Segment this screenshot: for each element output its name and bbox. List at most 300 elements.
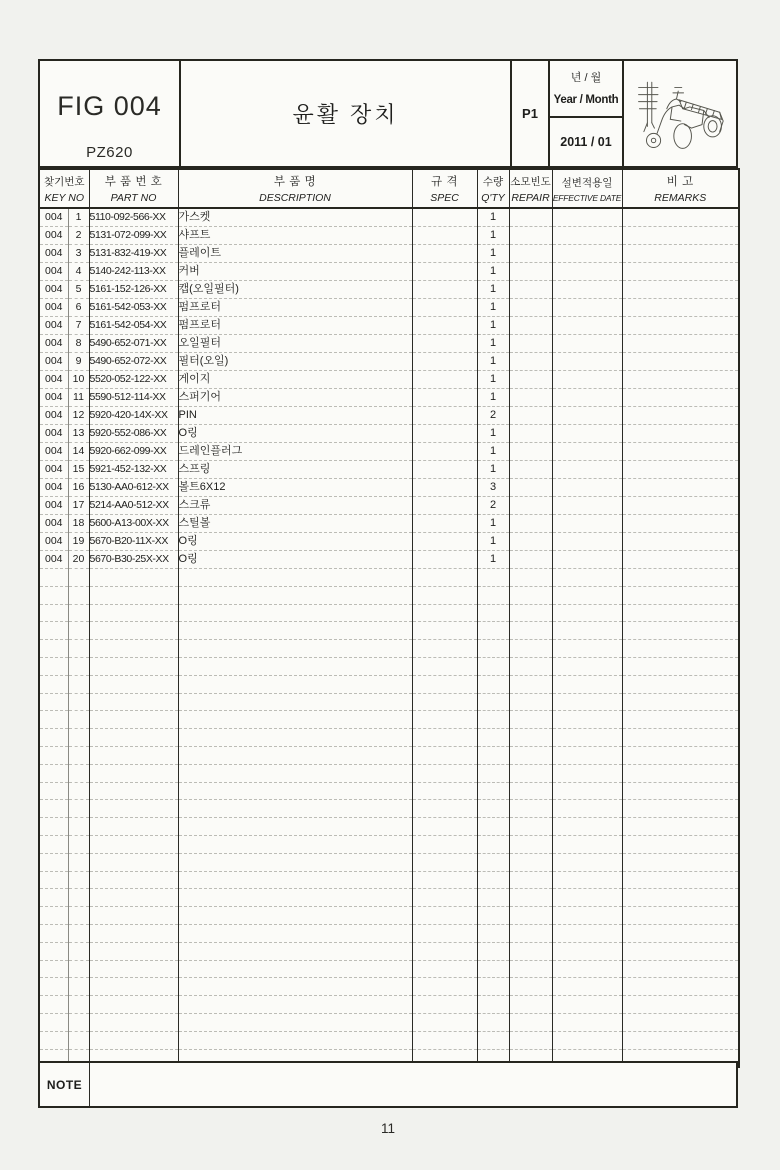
table-row-empty [39,818,739,836]
cell-effective [552,978,622,996]
cell-qty [477,889,509,907]
cell-fig [39,818,68,836]
cell-remarks [622,425,739,443]
cell-key: 19 [68,533,89,551]
cell-repair [509,622,552,640]
cell-remarks [622,533,739,551]
cell-remarks [622,479,739,497]
cell-key [68,782,89,800]
cell-qty: 1 [477,533,509,551]
col-header-remarks-ko: 비 고 [666,176,694,188]
cell-key [68,960,89,978]
col-header-description-en: DESCRIPTION [259,192,331,204]
cell-fig: 004 [39,281,68,299]
cell-part: 5520-052-122-XX [89,371,178,389]
cell-fig [39,800,68,818]
cell-effective [552,227,622,245]
cell-repair [509,425,552,443]
cell-effective [552,497,622,515]
col-header-effective-date-ko: 설변적용일 [561,176,613,189]
cell-qty [477,1013,509,1031]
cell-fig: 004 [39,317,68,335]
cell-remarks [622,281,739,299]
cell-desc: 샤프트 [178,227,412,245]
machine-illustration-cell [624,61,736,166]
cell-effective [552,479,622,497]
cell-spec [412,389,477,407]
year-month-value-cell [550,118,622,166]
cell-effective [552,960,622,978]
col-header-repair-en: REPAIR [511,191,550,204]
cell-fig [39,1013,68,1031]
cell-key [68,711,89,729]
cell-part [89,693,178,711]
table-row-empty [39,835,739,853]
cell-desc: 스프링 [178,461,412,479]
cell-spec [412,461,477,479]
cell-spec [412,425,477,443]
cell-spec [412,1013,477,1031]
cell-key: 3 [68,245,89,263]
cell-qty [477,764,509,782]
cell-desc [178,746,412,764]
cell-part: 5600-A13-00X-XX [89,515,178,533]
table-row [39,208,739,227]
cell-qty [477,711,509,729]
note-label: NOTE [40,1063,90,1106]
cell-qty [477,853,509,871]
table-row [39,533,739,551]
cell-spec [412,622,477,640]
cell-repair [509,978,552,996]
cell-desc: 드레인플러그 [178,443,412,461]
cell-spec [412,640,477,658]
cell-repair [509,353,552,371]
table-row [39,407,739,425]
cell-remarks [622,353,739,371]
cell-fig: 004 [39,497,68,515]
col-header-key-no-ko: 찾기번호 [43,175,85,188]
table-row [39,515,739,533]
cell-desc [178,675,412,693]
cell-fig: 004 [39,245,68,263]
cell-repair [509,693,552,711]
cell-key: 5 [68,281,89,299]
cell-spec [412,871,477,889]
col-header-description-ko: 부 품 명 [273,176,317,188]
cell-key [68,853,89,871]
col-header-description [178,169,412,208]
cell-repair [509,871,552,889]
cell-repair [509,515,552,533]
cell-desc [178,604,412,622]
cell-qty [477,1031,509,1049]
cell-qty [477,800,509,818]
cell-spec [412,1031,477,1049]
cell-repair [509,729,552,747]
cell-effective [552,461,622,479]
cell-qty [477,960,509,978]
figure-title: 윤활 장치 [292,102,399,127]
cell-desc [178,978,412,996]
cell-desc: 필터(오일) [178,353,412,371]
cell-spec [412,533,477,551]
cell-effective [552,586,622,604]
cell-key: 16 [68,479,89,497]
cell-key [68,622,89,640]
cell-fig [39,1031,68,1049]
cell-repair [509,443,552,461]
cell-spec [412,675,477,693]
cell-remarks [622,443,739,461]
cell-qty: 1 [477,208,509,227]
cell-part [89,711,178,729]
table-row-empty [39,693,739,711]
cell-fig: 004 [39,371,68,389]
cell-effective [552,263,622,281]
cell-part: 5214-AA0-512-XX [89,497,178,515]
cell-remarks [622,515,739,533]
cell-remarks [622,889,739,907]
cell-fig [39,657,68,675]
cell-fig [39,764,68,782]
cell-qty [477,835,509,853]
cell-repair [509,889,552,907]
cell-fig: 004 [39,389,68,407]
cell-desc [178,996,412,1014]
cell-qty [477,924,509,942]
cell-key: 6 [68,299,89,317]
cell-key [68,942,89,960]
cell-effective [552,1031,622,1049]
model-code: PZ620 [86,144,133,161]
cell-repair [509,586,552,604]
cell-effective [552,835,622,853]
cell-effective [552,371,622,389]
cell-desc [178,871,412,889]
cell-repair [509,1013,552,1031]
cell-desc [178,640,412,658]
cell-repair [509,407,552,425]
cell-part [89,1031,178,1049]
cell-fig [39,746,68,764]
cell-fig: 004 [39,353,68,371]
cell-spec [412,800,477,818]
cell-desc [178,764,412,782]
table-row-empty [39,800,739,818]
cell-key [68,889,89,907]
col-header-part-no-en: PART NO [110,192,157,204]
cell-key: 18 [68,515,89,533]
cell-key [68,746,89,764]
cell-spec [412,515,477,533]
cell-repair [509,299,552,317]
cell-effective [552,425,622,443]
cell-repair [509,317,552,335]
table-row-empty [39,586,739,604]
cell-key: 11 [68,389,89,407]
cell-remarks [622,960,739,978]
cell-effective [552,924,622,942]
cell-part [89,1013,178,1031]
cell-effective [552,907,622,925]
cell-repair [509,657,552,675]
cell-repair [509,371,552,389]
cell-fig: 004 [39,533,68,551]
cell-part [89,675,178,693]
cell-spec [412,497,477,515]
cell-fig: 004 [39,208,68,227]
cell-effective [552,622,622,640]
col-header-spec [412,169,477,208]
cell-spec [412,907,477,925]
col-header-key-no [39,169,89,208]
cell-effective [552,299,622,317]
col-header-qty-ko: 수량 [482,175,504,188]
cell-key: 20 [68,551,89,569]
cell-repair [509,960,552,978]
cell-fig: 004 [39,335,68,353]
cell-qty [477,729,509,747]
cell-spec [412,818,477,836]
cell-qty: 2 [477,497,509,515]
table-row-empty [39,622,739,640]
cell-repair [509,782,552,800]
cell-remarks [622,551,739,569]
cell-key [68,764,89,782]
cell-desc: 커버 [178,263,412,281]
col-header-spec-ko: 규 격 [431,176,458,188]
cell-qty [477,907,509,925]
cell-key [68,978,89,996]
cell-spec [412,208,477,227]
cell-part [89,978,178,996]
cell-effective [552,657,622,675]
year-month-label-ko: 년 / 월 [570,72,602,84]
cell-spec [412,657,477,675]
cell-remarks [622,245,739,263]
cell-fig [39,942,68,960]
cell-desc [178,622,412,640]
cell-spec [412,711,477,729]
col-header-qty-en: Q'TY [481,191,505,204]
cell-effective [552,800,622,818]
cell-spec [412,263,477,281]
cell-part [89,729,178,747]
cell-effective [552,764,622,782]
cell-key: 10 [68,371,89,389]
cell-spec [412,551,477,569]
cell-part [89,746,178,764]
cell-repair [509,907,552,925]
cell-key [68,569,89,587]
cell-repair [509,497,552,515]
cell-desc [178,800,412,818]
cell-effective [552,551,622,569]
cell-effective [552,604,622,622]
page-header [38,59,738,168]
cell-part [89,907,178,925]
cell-fig [39,711,68,729]
cell-repair [509,533,552,551]
cell-key: 7 [68,317,89,335]
cell-repair [509,640,552,658]
cell-part: 5110-092-566-XX [89,208,178,227]
cell-remarks [622,407,739,425]
cell-key: 14 [68,443,89,461]
page-code-cell [512,61,550,166]
cell-spec [412,996,477,1014]
cell-key [68,835,89,853]
cell-spec [412,353,477,371]
figure-title-cell [181,61,512,166]
cell-desc [178,782,412,800]
cell-fig [39,978,68,996]
cell-part [89,853,178,871]
cell-fig: 004 [39,407,68,425]
cell-part: 5670-B30-25X-XX [89,551,178,569]
cell-part: 5131-832-419-XX [89,245,178,263]
cell-remarks [622,227,739,245]
cell-qty: 1 [477,245,509,263]
cell-effective [552,693,622,711]
cell-key [68,675,89,693]
cell-desc [178,889,412,907]
cell-spec [412,604,477,622]
cell-desc: 가스켓 [178,208,412,227]
cell-remarks [622,924,739,942]
cell-repair [509,853,552,871]
cell-part [89,622,178,640]
parts-table-header [39,169,739,208]
table-row [39,497,739,515]
cell-spec [412,227,477,245]
cell-desc [178,907,412,925]
year-month-label-en: Year / Month [553,94,619,106]
cell-fig: 004 [39,461,68,479]
cell-desc [178,960,412,978]
cell-fig: 004 [39,263,68,281]
cell-spec [412,924,477,942]
cell-remarks [622,1013,739,1031]
note-content [90,1063,736,1106]
cell-part: 5490-652-071-XX [89,335,178,353]
table-row [39,461,739,479]
col-header-repair-ko: 소모빈도 [510,175,551,188]
table-row-empty [39,960,739,978]
table-row [39,281,739,299]
col-header-key-no-en: KEY NO [44,191,84,204]
cell-key: 8 [68,335,89,353]
cell-desc [178,924,412,942]
table-row-empty [39,640,739,658]
cell-effective [552,1013,622,1031]
cell-key: 9 [68,353,89,371]
cell-remarks [622,208,739,227]
year-month-labels [550,61,622,118]
cell-desc: O링 [178,533,412,551]
cell-repair [509,461,552,479]
cell-effective [552,245,622,263]
page-number: 11 [380,1121,395,1136]
cell-desc: 펌프로터 [178,299,412,317]
cell-repair [509,746,552,764]
cell-part [89,657,178,675]
cell-repair [509,675,552,693]
table-row-empty [39,978,739,996]
cell-fig [39,622,68,640]
cell-spec [412,835,477,853]
cell-remarks [622,586,739,604]
cell-qty [477,622,509,640]
table-row-empty [39,604,739,622]
table-row-empty [39,871,739,889]
cell-qty: 1 [477,317,509,335]
cell-part [89,960,178,978]
cell-effective [552,996,622,1014]
cell-part: 5161-152-126-XX [89,281,178,299]
table-row [39,425,739,443]
cell-desc: 스크류 [178,497,412,515]
cell-key [68,604,89,622]
parts-table-body [39,208,739,1067]
cell-spec [412,281,477,299]
cell-effective [552,640,622,658]
cell-spec [412,569,477,587]
cell-fig [39,871,68,889]
cell-part: 5161-542-053-XX [89,299,178,317]
cell-spec [412,764,477,782]
cell-key [68,640,89,658]
cell-remarks [622,371,739,389]
table-row-empty [39,729,739,747]
cell-spec [412,335,477,353]
col-header-effective-date-en: EFFECTIVE DATE [552,192,622,203]
cell-fig: 004 [39,551,68,569]
cell-remarks [622,746,739,764]
cell-fig [39,569,68,587]
cell-repair [509,1031,552,1049]
cell-key [68,586,89,604]
cell-key: 1 [68,208,89,227]
cell-desc: 캡(오일필터) [178,281,412,299]
table-row-empty [39,675,739,693]
cell-repair [509,227,552,245]
cell-spec [412,942,477,960]
cell-repair [509,800,552,818]
cell-effective [552,711,622,729]
cell-part: 5140-242-113-XX [89,263,178,281]
table-row-empty [39,996,739,1014]
cell-part [89,764,178,782]
table-row [39,263,739,281]
col-header-repair [509,169,552,208]
cell-key [68,729,89,747]
cell-fig [39,640,68,658]
cell-qty [477,782,509,800]
cell-effective [552,729,622,747]
cell-spec [412,371,477,389]
cell-qty: 1 [477,389,509,407]
cell-qty [477,604,509,622]
cell-desc: 스틸볼 [178,515,412,533]
cell-spec [412,586,477,604]
cell-remarks [622,800,739,818]
cell-fig [39,586,68,604]
cell-part [89,569,178,587]
cell-desc [178,835,412,853]
cell-fig [39,996,68,1014]
